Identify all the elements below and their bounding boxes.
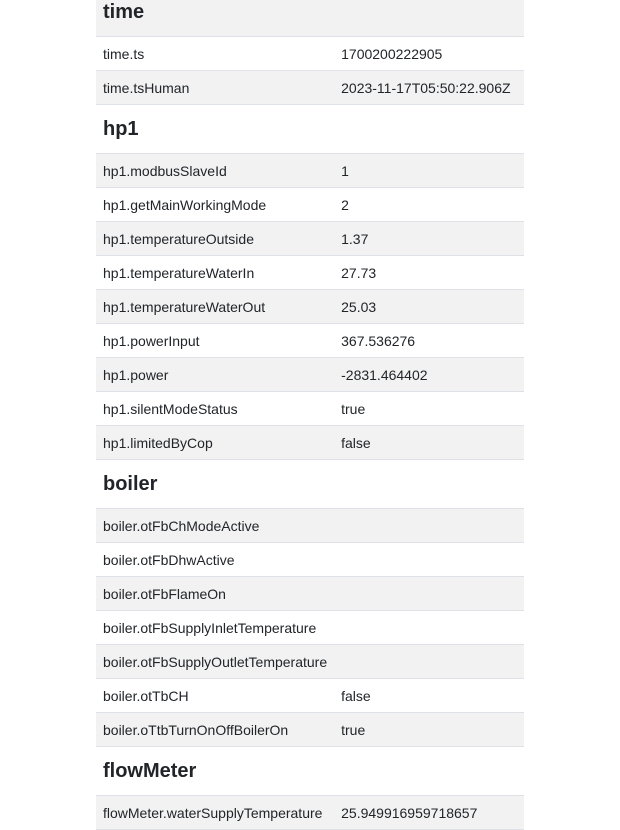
row-key: hp1.modbusSlaveId (96, 154, 334, 188)
table-row (96, 188, 524, 222)
row-key: boiler.otFbSupplyInletTemperature (96, 611, 334, 645)
section-title: flowMeter (103, 759, 197, 782)
row-key: flowMeter.waterSupplyTemperature (96, 796, 334, 830)
row-value: 367.536276 (334, 324, 524, 358)
row-key: hp1.limitedByCop (96, 426, 334, 460)
row-value: 25.03 (334, 290, 524, 324)
section-header-time (96, 0, 524, 37)
row-key: hp1.powerInput (96, 324, 334, 358)
row-value: false (334, 679, 524, 713)
row-key: hp1.temperatureWaterOut (96, 290, 334, 324)
row-value (334, 509, 524, 543)
row-value: 25.949916959718657 (334, 796, 524, 830)
table-row (96, 71, 524, 105)
table-row (96, 611, 524, 645)
section-header-hp1 (96, 105, 524, 154)
table-row (96, 577, 524, 611)
data-table (96, 0, 524, 830)
table-row (96, 713, 524, 747)
section-header-boiler (96, 460, 524, 509)
section-title: time (103, 0, 145, 23)
row-key: hp1.temperatureWaterIn (96, 256, 334, 290)
row-value: 1 (334, 154, 524, 188)
row-value: 2023-11-17T05:50:22.906Z (334, 71, 524, 105)
row-value (334, 611, 524, 645)
table-row (96, 154, 524, 188)
row-key: time.ts (96, 37, 334, 71)
row-value (334, 645, 524, 679)
row-key: boiler.otFbChModeActive (96, 509, 334, 543)
row-value: false (334, 426, 524, 460)
row-key: time.tsHuman (96, 71, 334, 105)
table-row (96, 679, 524, 713)
row-key: boiler.otFbFlameOn (96, 577, 334, 611)
table-row (96, 509, 524, 543)
row-value: 1.37 (334, 222, 524, 256)
row-value: 27.73 (334, 256, 524, 290)
row-key: hp1.temperatureOutside (96, 222, 334, 256)
section-title: hp1 (103, 117, 139, 140)
table-row (96, 543, 524, 577)
row-value (334, 543, 524, 577)
section-title: boiler (103, 472, 158, 495)
table-row (96, 426, 524, 460)
section-header-flowmeter (96, 747, 524, 796)
table-row (96, 37, 524, 71)
table-row (96, 222, 524, 256)
row-value: 2 (334, 188, 524, 222)
row-value: 1700200222905 (334, 37, 524, 71)
table-row (96, 796, 524, 830)
table-row (96, 392, 524, 426)
row-value: true (334, 713, 524, 747)
row-key: boiler.oTtbTurnOnOffBoilerOn (96, 713, 334, 747)
table-row (96, 358, 524, 392)
row-value: true (334, 392, 524, 426)
row-key: boiler.otFbSupplyOutletTemperature (96, 645, 334, 679)
row-value: -2831.464402 (334, 358, 524, 392)
row-key: hp1.silentModeStatus (96, 392, 334, 426)
row-key: hp1.power (96, 358, 334, 392)
row-key: hp1.getMainWorkingMode (96, 188, 334, 222)
row-key: boiler.otTbCH (96, 679, 334, 713)
table-row (96, 290, 524, 324)
table-row (96, 324, 524, 358)
row-value (334, 577, 524, 611)
table-row (96, 256, 524, 290)
table-row (96, 645, 524, 679)
row-key: boiler.otFbDhwActive (96, 543, 334, 577)
